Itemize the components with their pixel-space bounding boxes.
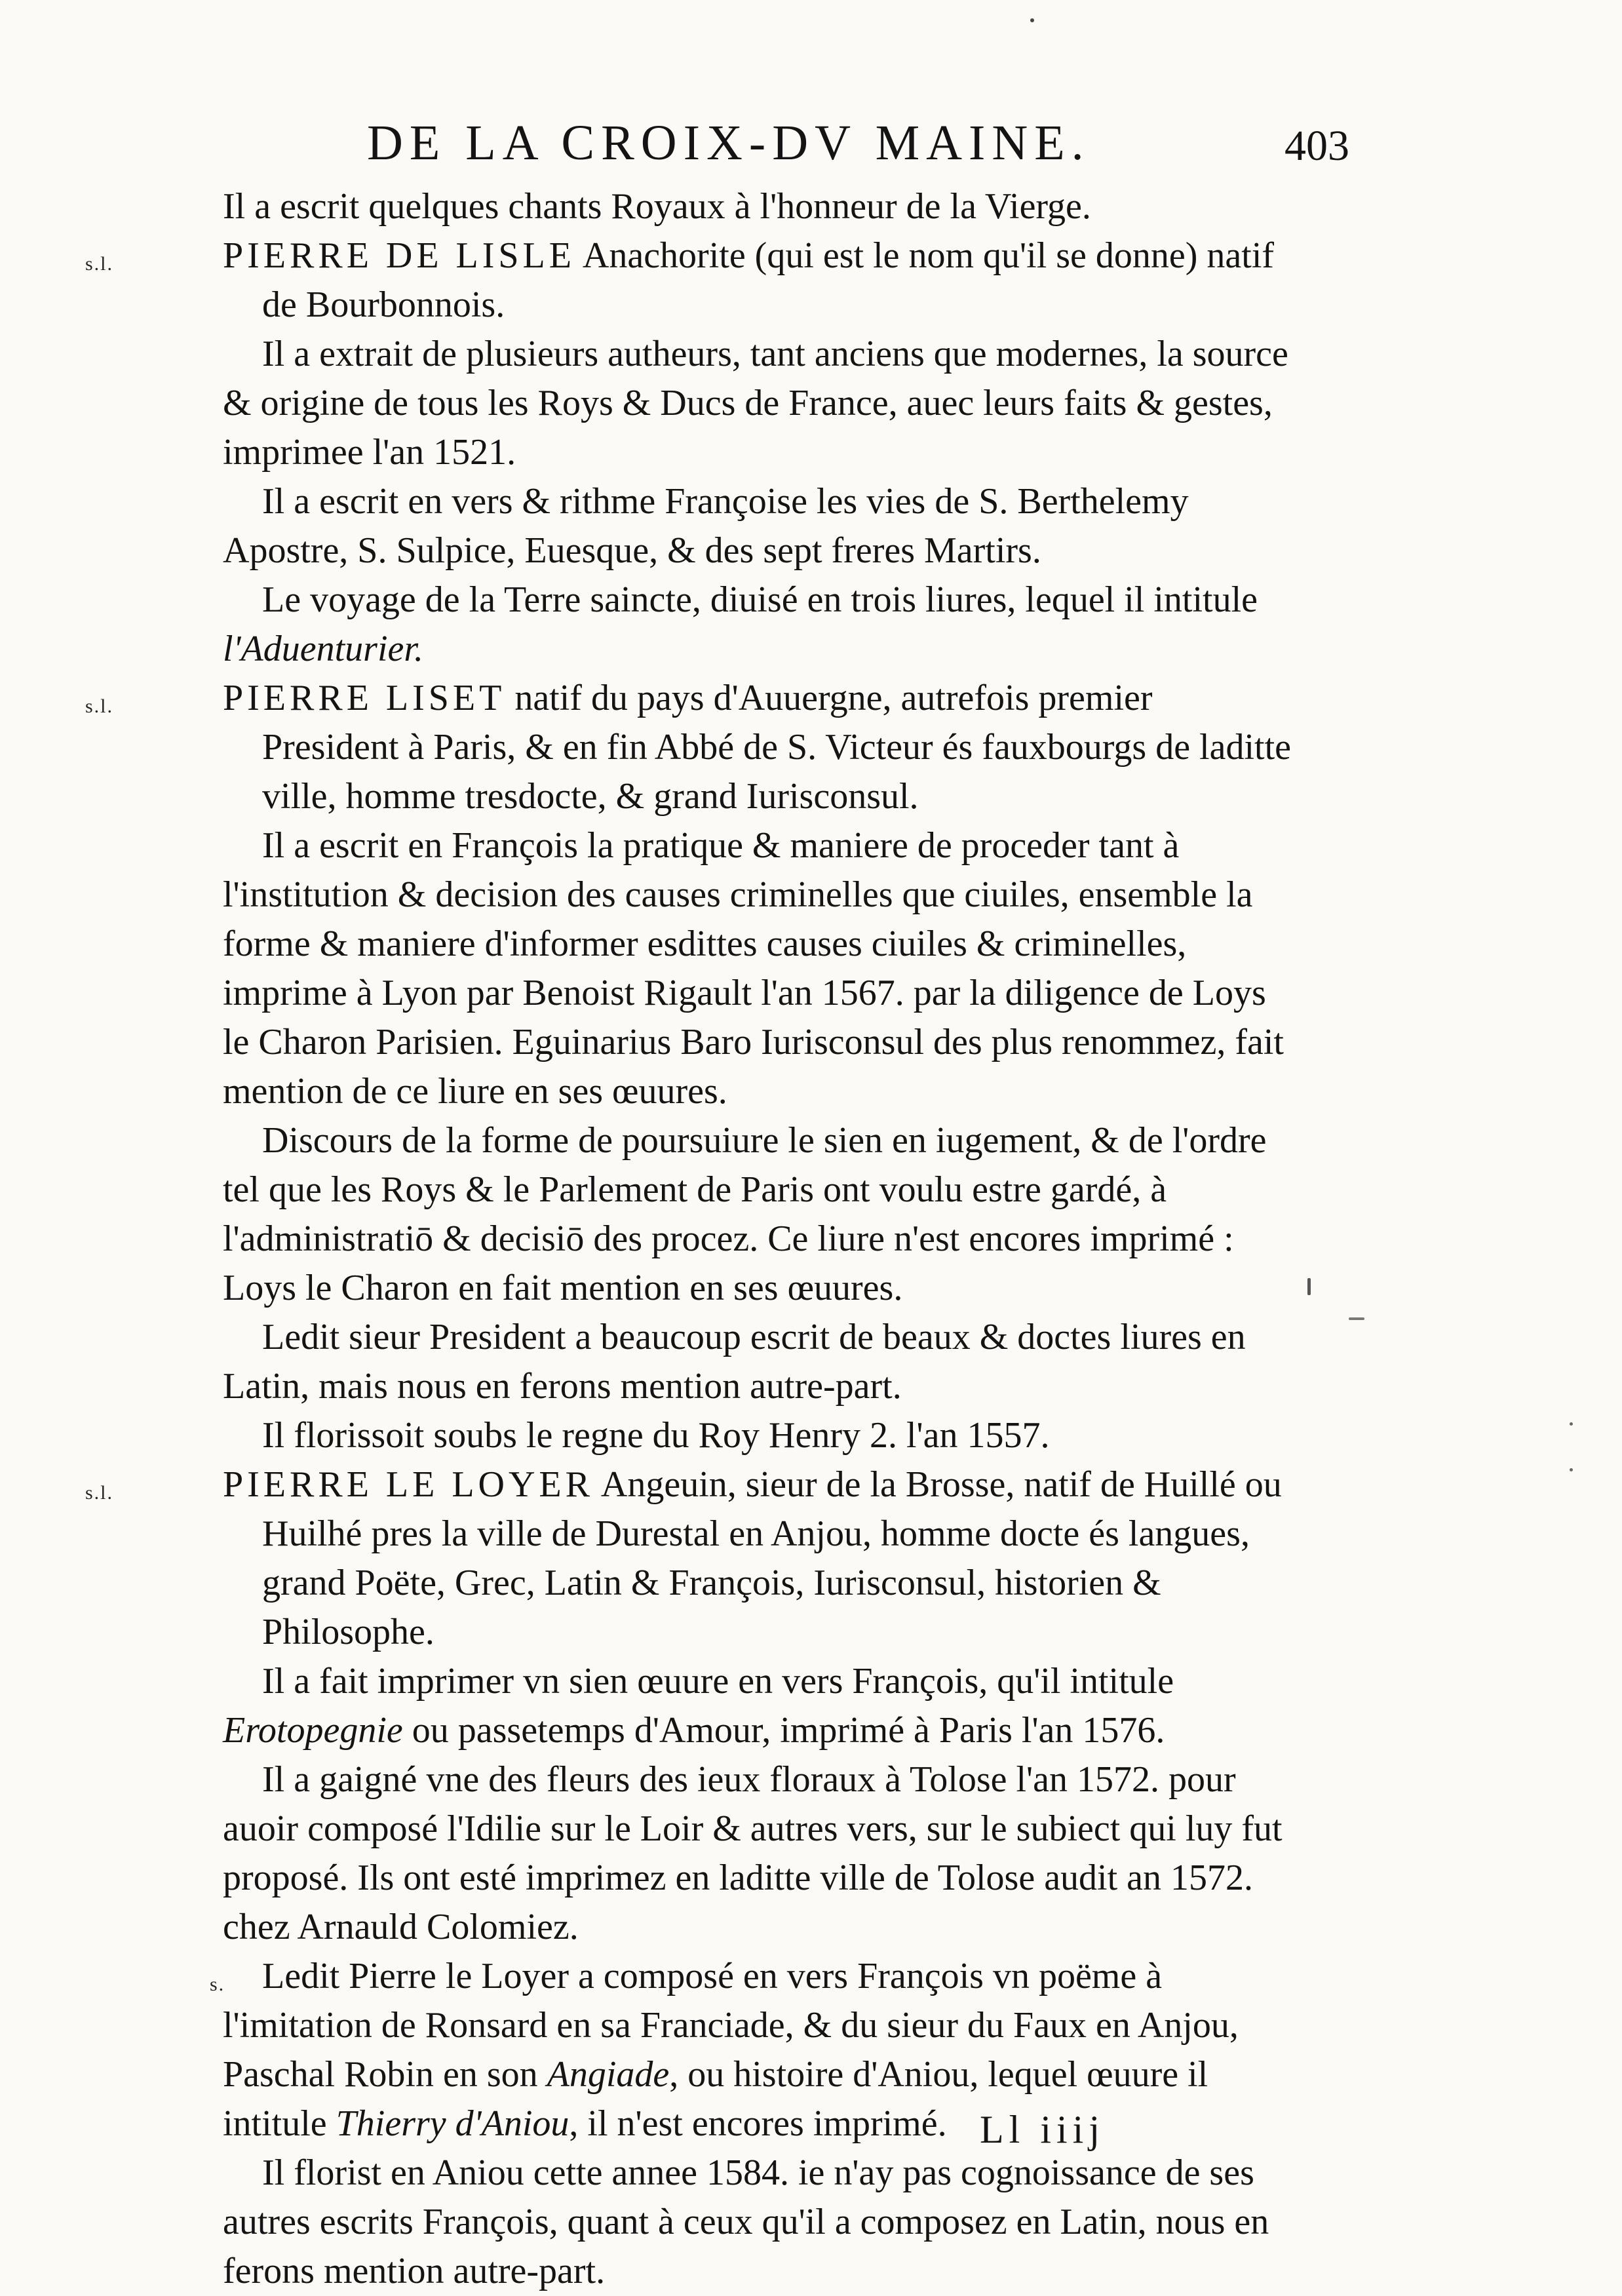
entry-name: PIERRE LE LOYER [223,1464,594,1505]
margin-marker: s. [210,1974,225,1995]
paragraph: s. Ledit Pierre le Loyer a composé en vers François vn poëme à l'imitation de Ronsard en sa Franciade, & du sieur du Faux en Anjou, Paschal Robin en son Angiade, ou histoire d'Aniou, lequel œuure il intitule Thierry d'Aniou, il n'est encores imprimé. [223,1952,1298,2149]
paragraph: Il a gaigné vne des fleurs des ieux floraux à Tolose l'an 1572. pour auoir composé l'Idilie sur le Loir & autres vers, sur le subiect qui luy fut proposé. Ils ont esté imprimez en laditte ville de Tolose audit an 1572. chez Arnauld Colomiez. [223,1759,1283,1947]
entry-pierre-le-loyer: s.l. PIERRE LE LOYER Angeuin, sieur de la Brosse, natif de Huillé ou Huilhé pres la ville de Durestal en Anjou, homme docte és langues, grand Poëte, Grec, Latin & François, Iurisconsul, historien & Philosophe. [85,1464,1282,1652]
paper-speck [1307,1278,1311,1295]
page-text [85,182,1298,2296]
book-title: l'Aduenturier. [223,629,423,669]
book-title: Thierry d'Aniou [336,2103,570,2144]
paragraph: Il a fait imprimer vn sien œuure en vers François, qu'il intitule Erotopegnie ou passetemps d'Amour, imprimé à Paris l'an 1576. [223,1661,1174,1751]
paper-speck [1349,1317,1364,1320]
paragraph: Il a escrit quelques chants Royaux à l'honneur de la Vierge. [223,186,1091,227]
paragraph: Ledit sieur President a beaucoup escrit de beaux & doctes liures en Latin, mais nous en ferons mention autre-part. [223,1317,1246,1407]
paragraph: Il a escrit en François la pratique & maniere de proceder tant à l'institution & decision des causes criminelles que ciuiles, ensemble la forme & maniere d'informer esdittes causes ciuiles & criminelles, imprime à Lyon par Benoist Rigault l'an 1567. par la diligence de Loys le Charon Parisien. Eguinarius Baro Iurisconsul des plus renommez, fait mention de ce liure en ses œuures. [223,825,1284,1112]
paragraph: Le voyage de la Terre saincte, diuisé en trois liures, lequel il intitule l'Aduenturier. [223,579,1258,669]
book-title: Angiade [547,2054,670,2095]
book-title: Erotopegnie [223,1710,403,1751]
paragraph: Il florist en Aniou cette annee 1584. ie n'ay pas cognoissance de ses autres escrits François, quant à ceux qu'il a composez en Latin, nous en ferons mention autre-part. [223,2152,1269,2291]
entry-pierre-de-lisle: s.l. PIERRE DE LISLE Anachorite (qui est le nom qu'il se donne) natif de Bourbonnois. [85,235,1275,325]
paragraph: Il a escrit en vers & rithme Françoise les vies de S. Berthelemy Apostre, S. Sulpice, Euesque, & des sept freres Martirs. [223,481,1189,571]
entry-name: PIERRE LISET [223,678,506,718]
page-number: 403 [1284,122,1349,170]
paragraph: Discours de la forme de poursuiure le sien en iugement, & de l'ordre tel que les Roys & le Parlement de Paris ont voulu estre gardé, à l'administratiō & decisiō des procez. Ce liure n'est encores imprimé : Loys le Charon en fait mention en ses œuures. [223,1120,1267,1308]
paper-speck [1030,18,1034,22]
paper-speck [1570,1422,1573,1426]
paragraph: Il florissoit soubs le regne du Roy Henry 2. l'an 1557. [262,1415,1050,1456]
entry-pierre-liset: s.l. PIERRE LISET natif du pays d'Auuergne, autrefois premier President à Paris, & en fin Abbé de S. Victeur és fauxbourgs de laditte ville, homme tresdocte, & grand Iurisconsul. [85,678,1292,817]
paper-speck [1570,1468,1573,1471]
running-title: DE LA CROIX-DV MAINE. [367,115,1091,170]
entry-name: PIERRE DE LISLE [223,235,575,276]
paragraph: Il a extrait de plusieurs autheurs, tant anciens que modernes, la source & origine de tous les Roys & Ducs de France, auec leurs faits & gestes, imprimee l'an 1521. [223,334,1288,473]
signature-mark: Ll iiij [980,2108,1105,2151]
